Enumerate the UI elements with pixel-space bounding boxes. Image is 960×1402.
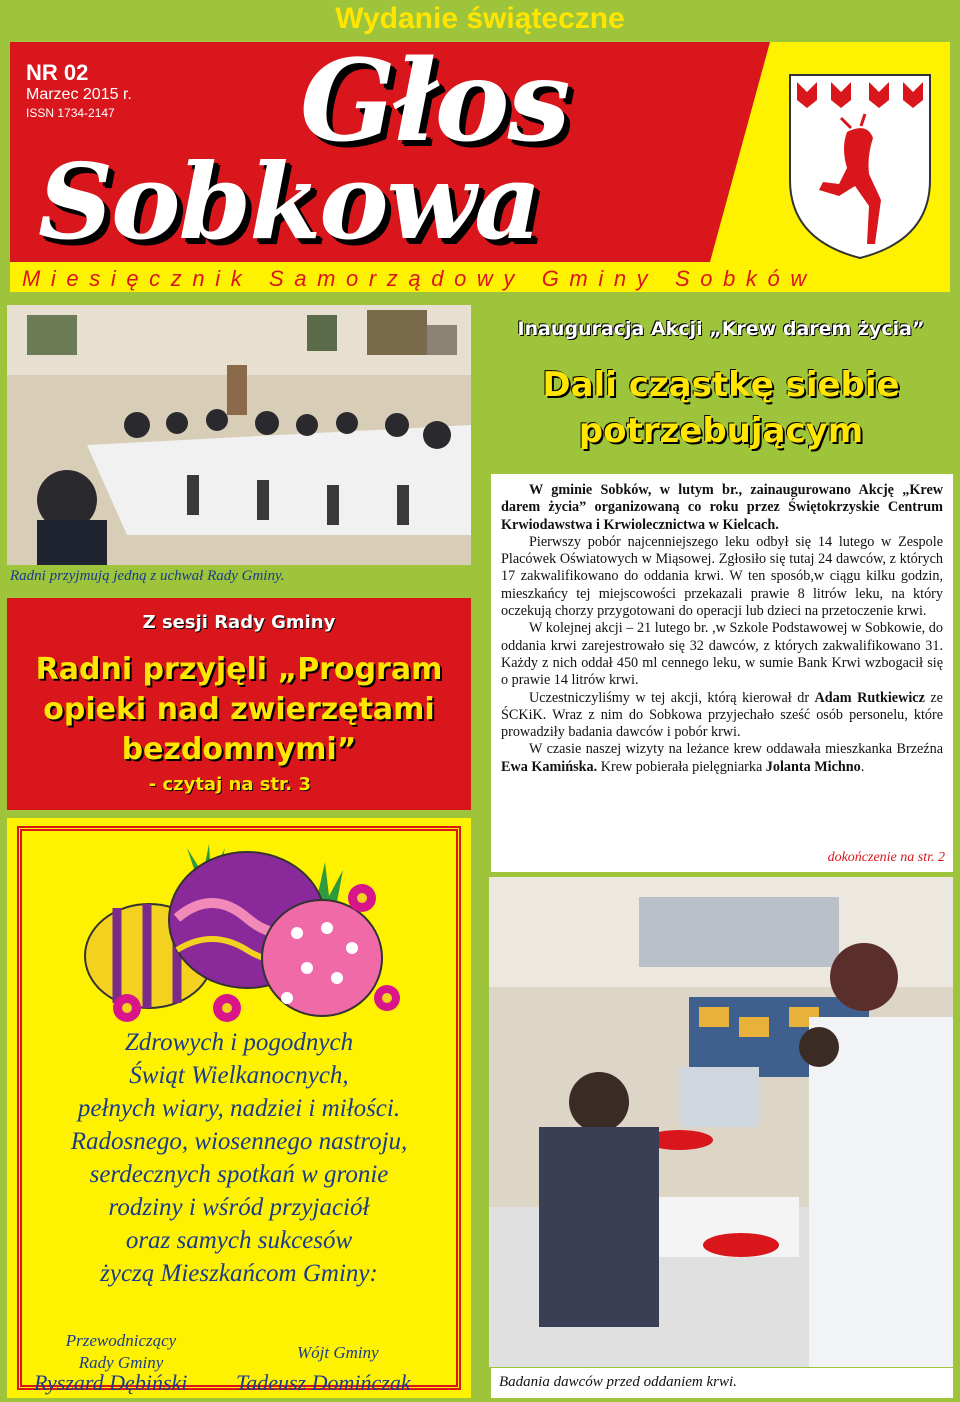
council-article-teaser[interactable] [7, 598, 471, 810]
continued-link[interactable]: dokończenie na str. 2 [827, 849, 945, 865]
article-text: . [860, 758, 865, 775]
issue-date: Marzec 2015 r. [26, 86, 132, 103]
article-person: Adam Rutkiewicz [814, 689, 925, 706]
greeting-line: Zdrowych i pogodnych [124, 1029, 354, 1056]
masthead [10, 36, 950, 292]
council-page-ref[interactable]: - czytaj na str. 3 [148, 774, 311, 795]
coat-of-arms-icon [785, 70, 935, 260]
masthead-title-line1: Głos [300, 36, 569, 167]
signature-left-role-line1: Przewodniczący [65, 1331, 177, 1350]
article-paragraph: Pierwszy pobór najcenniejszego leku odbył się 14 lutego w Zespole Placówek Oświatowych w Miąsowej. Zgłosiło się tutaj 24 dawców, z których 17 zakwalifikowano do oddania krwi. W ten sposób,w ciągu kilku godzin, mieszkańcy tej miejscowości przekazali prawie 8 litrów leku, na który oczekują chorzy przygotowani do operacji lub dzieci na przetoczenie krwi. [501, 533, 943, 620]
council-meeting-photo [7, 305, 471, 565]
council-photo-caption: Radni przyjmują jedną z uchwał Rady Gminy. [10, 568, 285, 584]
greeting-line: Świąt Wielkanocnych, [129, 1062, 349, 1089]
council-headline: Radni przyjęli „Program opieki nad zwierzętami bezdomnymi” [35, 652, 443, 767]
issn: ISSN 1734-2147 [26, 106, 115, 120]
article-text: Krew pobierała pielęgniarka [597, 758, 766, 775]
signature-left-name: Ryszard Dębiński [34, 1370, 188, 1395]
greeting-line: pełnych wiary, nadziei i miłości. [77, 1095, 401, 1122]
masthead-title-line2: Sobkowa [38, 140, 540, 263]
greeting-line: życzą Mieszkańcom Gminy: [100, 1260, 378, 1287]
article-person: Ewa Kamińska. [501, 758, 598, 775]
signature-left-role-line2: Rady Gminy [78, 1353, 164, 1372]
greeting-line: serdecznych spotkań w gronie [89, 1161, 389, 1188]
easter-greeting-card [7, 818, 471, 1398]
masthead-subtitle: Miesięcznik Samorządowy Gminy Sobków [22, 266, 817, 291]
article-text: ze ŚCKiK. Wraz z nim do Sobkowa przyjechało sześć osób personelu, które prowadziły badania dawców i pobór krwi. [501, 689, 943, 741]
signature-right-name: Tadeusz Domińczak [236, 1370, 411, 1395]
blood-drive-kicker: Inauguracja Akcji „Krew darem życia” [517, 318, 925, 340]
edition-banner: Wydanie świąteczne [335, 2, 625, 35]
article-paragraph [501, 690, 943, 742]
blood-donation-photo [489, 877, 953, 1367]
donation-photo-caption: Badania dawców przed oddaniem krwi. [491, 1368, 953, 1398]
greeting-line: oraz samych sukcesów [125, 1227, 353, 1254]
article-lead: W gminie Sobków, w lutym br., zainaugurowano Akcję „Krew darem życia” organizowaną co roku przez Świętokrzyskie Centrum Krwiodawstwa i Krwiolecznictwa w Kielcach. [501, 482, 943, 533]
article-text: Uczestniczyliśmy w tej akcji, którą kierował dr [529, 689, 815, 706]
signature-left-role [59, 1330, 183, 1374]
issue-info [26, 60, 132, 120]
greeting-line: rodziny i wśród przyjaciół [108, 1194, 370, 1221]
easter-greeting-text [7, 1026, 471, 1290]
article-paragraph: W kolejnej akcji – 21 lutego br. ,w Szkole Podstawowej w Sobkowie, do oddania krwi zarejestrowało się 32 dawców, z których zakwalifikowano 31. Każdy z nich oddał 450 ml cennego leku, w sumie Bank Krwi wzbogacił się o prawie 14 litrów krwi. [501, 620, 943, 689]
signature-right-role: Wójt Gminy [297, 1343, 379, 1362]
council-kicker: Z sesji Rady Gminy [142, 612, 336, 633]
greeting-line: Radosnego, wiosennego nastroju, [70, 1128, 408, 1155]
article-text: W czasie naszej wizyty na leżance krew oddawała mieszkanka Brzeźna [529, 741, 943, 758]
blood-drive-article [491, 474, 953, 872]
issue-number: NR 02 [26, 60, 89, 85]
article-person: Jolanta Michno [765, 758, 861, 775]
article-paragraph [501, 741, 943, 776]
easter-eggs-icon [77, 838, 407, 1028]
blood-drive-headline: Dali cząstkę siebie potrzebującym [542, 365, 900, 451]
